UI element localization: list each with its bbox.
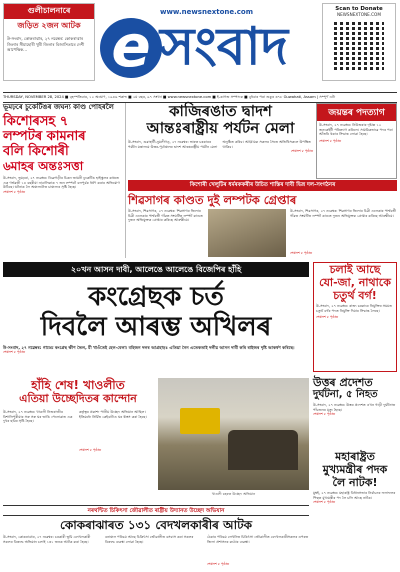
sivasagar-photo (208, 209, 286, 257)
resignation-body: উ-সংবাদ, ২৭ নৱেম্বৰ: নিউজৰাৰ দৃষ্টান্ত ১২ জনকেইটী পৰিত্যাগ কৰিলে। সাময়িকভাৱে পদৰ পৰা আঁতৰি থকাৰ সিদ্ধান্ত লোৱা হৈছে। (319, 123, 393, 137)
eviction-more-link[interactable]: শেষাংশ ৮ পৃষ্ঠাত (79, 448, 102, 452)
eviction-headline-1: হাঁহি শেষ! খাওলীত (31, 378, 125, 392)
qr-label: Scan to Donate (335, 6, 383, 12)
col1-headline-4: ৬মাহৰ অন্তঃসত্তা (3, 159, 84, 173)
up-accident-body: উ-সংবাদ, ২৭ নৱেম্বৰ: উত্তৰ প্ৰদেশত এখন গাড়ী দুৰ্ঘটনাত পাঁচজনৰ মৃত্যু হৈছে। (313, 403, 396, 412)
qr-site: NEWSNEXTONE.COM (337, 12, 381, 17)
col1-headline-2: লম্পটৰ কামনাৰ (3, 129, 86, 144)
fourth-grade-more-link[interactable]: শেষাংশ ৮ পৃষ্ঠাত (316, 315, 339, 320)
fourth-grade-headline-1: চলাই আছে (329, 263, 381, 276)
divider (125, 103, 126, 258)
col1-kicker: ভূমঢ়ৰে চুকেটিঙৰ জঘন্য কাণ্ড পোহৰলৈ (3, 103, 114, 111)
red-strip[interactable]: কিশোৰী খেলুটিৰ ধৰ্মৰককৰীৰ উচিত শাস্তিৰ দাবী ভিন্ন দল-সংগঠনৰ (128, 180, 397, 191)
sivasagar-body: উ-সংবাদ, শিৱসাগৰ, ২৭ নৱেম্বৰ: শিৱসাগৰ জিলাৰ চিৱী এলেকাৰ পাৰ্শ্ববৰ্তী গাঁৱত সংঘটিত লম্পট কাণ্ডত দুজন অভিযুক্তক গ্ৰেপ্তাৰ কৰিছে আৰক্ষীয়ে। (128, 209, 203, 223)
left-promo-body: উ-সংবাদ, কোকৰাঝাৰ, ২৭ নৱেম্বৰ: কোকৰাঝাৰ জিলাৰ সীমাহোৰী থুৰী জিলাৰ বিজাসিতাৰে দেশী আপেক্ষিক... (7, 36, 85, 52)
up-accident-story[interactable] (313, 376, 397, 446)
congress-more-link[interactable]: শেষাংশ ৮ পৃষ্ঠাত (3, 350, 26, 355)
eviction-body-left: উ-সংবাদ, ২৭ নৱেম্বৰ: খাওলী নিজৰাজীৰ বিশালিপুৰীয়াৰ সৰু সৰু ঘৰ ভাঙি পেলোৱাত এক দুখৰ ছবিৰ সৃষ্টি হৈছে। (3, 410, 73, 424)
maharashtra-headline-3: লৈ নাটক! (332, 476, 378, 489)
tourism-headline-1: কাজিৰঙাত দ্বাদশ (169, 102, 272, 120)
eviction-photo (158, 378, 309, 490)
qr-donate-box[interactable] (322, 3, 396, 81)
sivasagar-story[interactable] (128, 193, 397, 260)
maharashtra-headline-2: মুখ্যমন্ত্ৰীৰ পদক (322, 463, 388, 476)
qr-code-icon (334, 20, 384, 70)
sivasagar-headline: শিৱসাগৰ কাণ্ডত দুই লম্পটক গ্ৰেপ্তাৰ (128, 193, 297, 207)
up-accident-headline-2: দুৰ্ঘটনা, ৫ নিহত (313, 389, 378, 400)
sivasagar-body-2: উ-সংবাদ, শিৱসাগৰ, ২৭ নৱেম্বৰ: শিৱসাগৰ জিলাৰ চিৱী এলেকাৰ পাৰ্শ্ববৰ্তী গাঁৱত সংঘটিত লম্পট কাণ্ডত দুজন অভিযুক্তক গ্ৰেপ্তাৰ কৰিছে আৰক্ষীয়ে। (290, 209, 396, 218)
congress-body: উ-সংবাদ, ২৭ নৱেম্বৰ: গাড্ডে কংগ্ৰেছ ক্ষীণ ভৈল, মী খাওঁতেই হেল-বেলা। বহিজন দলৰ আগ্ৰহাড়ঃ এতিয়া নৈন এতেকতাই দলীয় আসন দাবী কৰি ৰাইজৰ দৃষ্টি আকৰ্ষণ কৰিছে। (3, 345, 295, 350)
up-accident-headline-1: উত্তৰ প্ৰদেশত (313, 376, 373, 389)
up-accident-more-link[interactable]: শেষাংশ ৮ পৃষ্ঠাত (313, 412, 336, 417)
eviction-story[interactable] (3, 378, 309, 501)
tourism-headline-2: আন্তঃৰাষ্ট্ৰীয় পৰ্যটন মেলা (146, 119, 295, 137)
maharashtra-more-link[interactable]: শেষাংশ ৮ পৃষ্ঠাত (313, 500, 336, 505)
left-promo-line2: জড়িত ২জন আটক (17, 21, 81, 30)
left-promo-box[interactable] (3, 3, 95, 81)
congress-headline-1: কংগ্ৰেছক চৰ্ত (88, 282, 224, 312)
excavator-icon (180, 408, 220, 434)
tourism-more-link[interactable]: শেষাংশ ৮ পৃষ্ঠাত (290, 149, 313, 154)
eviction-headline-2: এতিয়া উচ্ছেদিতৰ কান্দোন (19, 392, 137, 405)
kokrajhar-more-link[interactable]: শেষাংশ ৮ পৃষ্ঠাত (207, 562, 230, 566)
kokrajhar-col-3: ঠেকাৰ পৰিচয় লেখনিত চিকিৎসা জৌৱালীত বেদখলকাৰীসকলৰ ওপৰত জিলা প্ৰশাসনৰ কঠোৰ ব্যৱস্থা। (207, 535, 309, 544)
left-promo-line1: গুলীচালনাৰে (4, 4, 94, 19)
resignation-box[interactable] (316, 103, 397, 179)
maharashtra-body: মুম্বই, ২৭ নৱেম্বৰ: মহাৰাষ্ট্ৰ বিধানসভাৰ নিৰ্বাচনৰ ফলাফলৰ পিছত মুখ্যমন্ত্ৰীৰ পদ লৈ চলি আছে নাটক। (313, 491, 396, 500)
col1-more-link[interactable]: শেষাংশ ৮ পৃষ্ঠাত (3, 189, 26, 194)
col1-headline-1: কিশোৰসহ ৭ (3, 114, 69, 129)
fourth-grade-headline-2: যো-জা, নাথাকে (319, 276, 391, 289)
sivasagar-more-link[interactable]: শেষাংশ ৮ পৃষ্ঠাত (290, 251, 313, 255)
crowd-shape (228, 430, 298, 470)
kokrajhar-col-1: উ-সংবাদ, কোকৰাঝাৰ, ২৭ নৱেম্বৰ: চৰকাৰী ভূমি বেদখলকাৰী সকলৰ বিৰুদ্ধে অভিযান চলাই ১৩১ জনক আটক কৰা হৈছে। (3, 535, 91, 544)
col1-body: উ-সংবাদ, ভূমঢ়ৰা, ২৭ নৱেম্বৰ: ডিব্ৰুগড়ীৰ চিকন জামনী ঢুকেটিঙ হাইস্কুলৰ কাষতে এক গৰ্ভৱতী ১৪ বছৰীয়া নাবালিকাক ৭ জন লম্পটে বলপূৰ্বক ধৰ্ষণ কৰাৰ অভিযোগ উঠিছে। ঘটনাক লৈ অঞ্চলটোত চাঞ্চল্যৰ সৃষ্টি হৈছে। (3, 176, 120, 190)
kokrajhar-story[interactable] (3, 518, 309, 570)
website-url[interactable]: www.newsnextone.com (160, 8, 254, 16)
fourth-grade-body: উ-সংবাদ, ২৭ নৱেম্বৰ: ৰাজ্য চৰকাৰে নিযুক্তিৰ সময়ত চতুৰ্থ বৰ্গৰ পদত নিযুক্তি দিয়াৰ সিদ্ধান্ত লৈছে। (316, 304, 392, 313)
tourism-body: উ-সংবাদ, গুৱাহাটী-নুমলীগড়, ২৭ নৱেম্বৰ: ভাৰত চৰকাৰৰ পৰ্যটন মন্ত্ৰালয়ে উত্তৰ-পূৰ্বাঞ্চলৰ দ্বাদশ আন্তঃৰাষ্ট্ৰীয় পৰ্যটন মেলা অনুষ্ঠিত কৰিব। আহ্বায়ক সকলৰ সৈতে অতিথিসকলে উপস্থিত থাকিব। (128, 140, 311, 149)
col1-story[interactable] (3, 103, 123, 258)
fourth-grade-headline-3: চতুৰ্থ বৰ্গ! (333, 289, 377, 302)
resignation-more-link[interactable]: শেষাংশ ৮ পৃষ্ঠাত (319, 138, 342, 143)
eviction-photo-caption: খাওলী চহৰত উচ্ছেদ অভিযান (211, 492, 256, 496)
kokrajhar-col-2: বনাঞ্চল পৰিচয় আছে চিকিৎসা জৌৱালীত বসবাস কৰা সকলৰ বিৰুদ্ধে ব্যৱস্থা লোৱা হৈছে। (105, 535, 194, 544)
congress-headline-2: দিবলৈ আৰম্ভ অখিলৰ (40, 312, 272, 342)
congress-story[interactable] (3, 282, 309, 372)
maharashtra-story[interactable] (313, 450, 397, 569)
bottom-strip[interactable]: নৰথন্টিত চিকিৎসা জৌৱালীত ৰাষ্ট্ৰীয় উদ্যানত উচ্ছেদ অভিযান (3, 505, 309, 516)
resignation-heading: জয়ন্তৰ পদত্যাগ (317, 104, 396, 121)
bjp-strip[interactable]: ২০খন আসন দাবী, আলেঙে আলেঙে বিজেপিৰ হাঁহি (3, 262, 309, 277)
col1-headline-3: বলি কিশোৰী (3, 144, 69, 159)
fourth-grade-box[interactable] (313, 262, 397, 372)
maharashtra-headline-1: মহাৰাষ্ট্ৰত (335, 450, 375, 463)
logo-e-mark: e (100, 18, 162, 78)
dateline: THURSDAY, NOVEMBER 28, 2024 ■ বৃহস্পতিবাৰ, ১২ অঘোণ, ১৯৪৬ শকাব্দ ■ ২য় বছৰ, ৯৭ সংখ্যা ■ www.newsnextone.com ■ ই-কাগজ সম্পাদক ■ বুধবাৰ পৰা শুকুৰ ৩৭৮ Guwahati, Assam | সম্পূৰ্ণ এটা (3, 92, 397, 103)
kokrajhar-headline: কোকৰাঝাৰত ১৩১ বেদখলকাৰীৰ আটক (59, 518, 253, 532)
masthead-logo-text: সংবাদ (160, 17, 289, 77)
tourism-story[interactable] (128, 103, 313, 173)
eviction-body-right: কৰ্তৃত্বৰ প্ৰকাশ্য পানীয় উচ্ছেদ অভিযান আছিল। ইতিমধ্যে নিৰ্মিত কেইবাটাও ঘৰ ধ্বংস কৰা হৈছে। (79, 410, 147, 419)
